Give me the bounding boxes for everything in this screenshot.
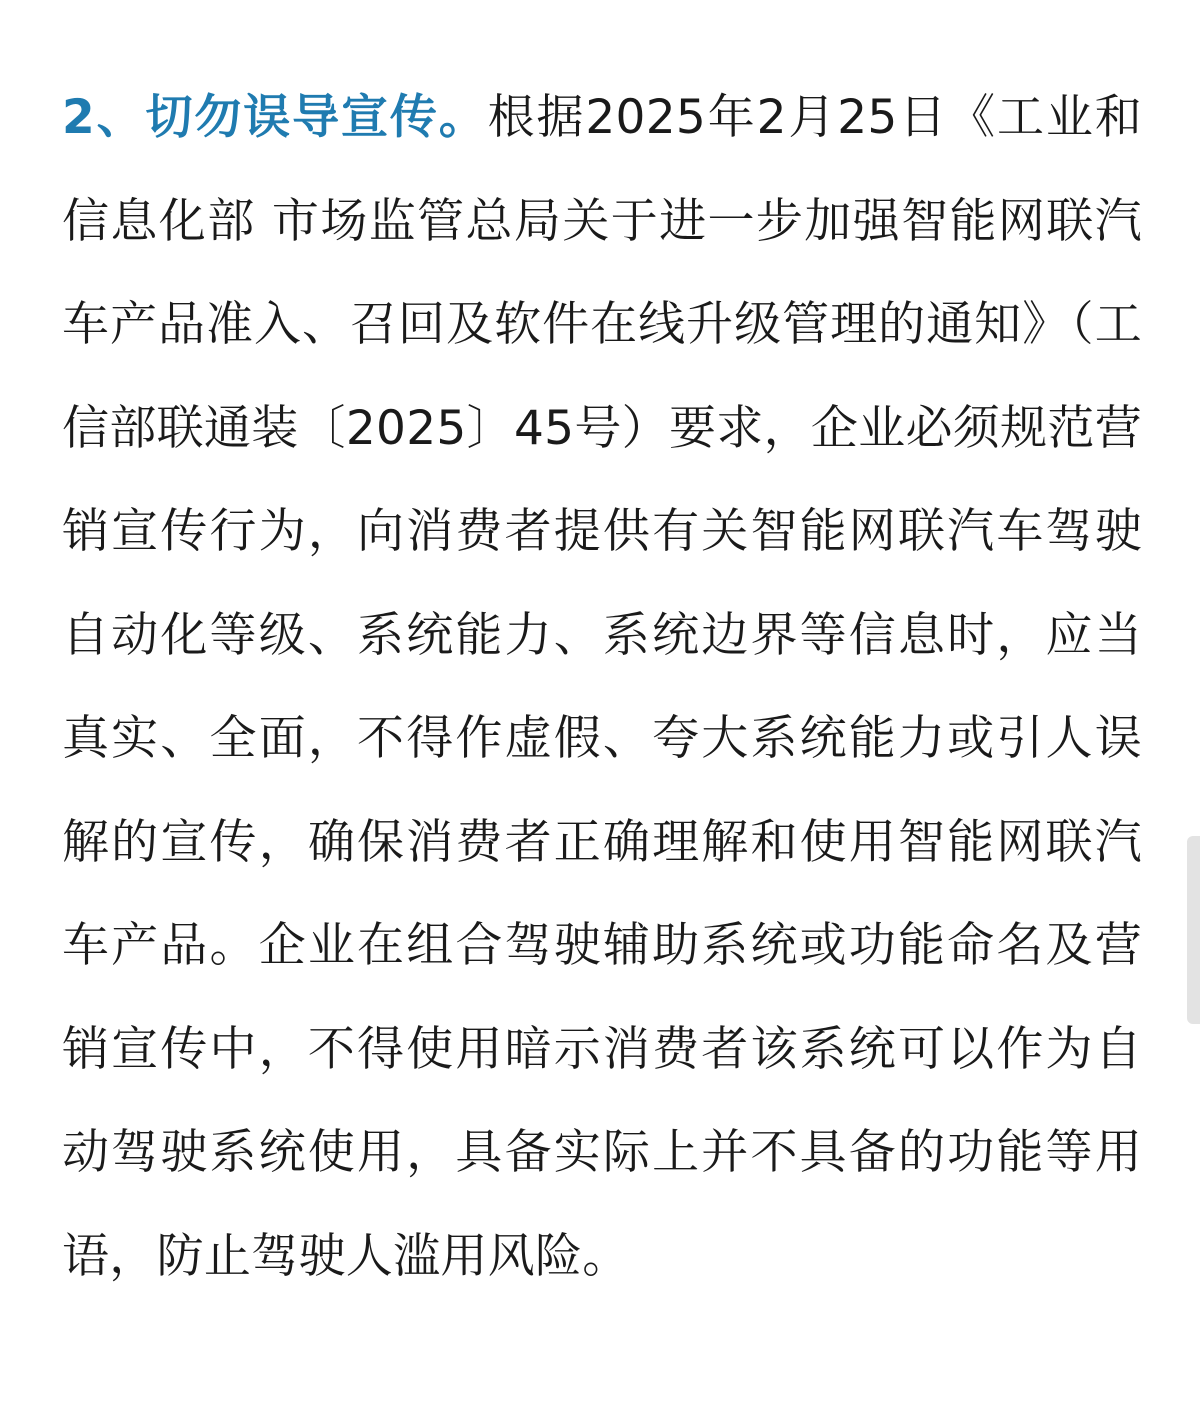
scrollbar-thumb[interactable]	[1187, 836, 1200, 1024]
article-body: 根据2025年2月25日《工业和信息化部 市场监管总局关于进一步加强智能网联汽车产品准入、召回及软件在线升级管理的通知》（工信部联通装〔2025〕45号）要求，企业必须规范营销宣传行为，向消费者提供有关智能网联汽车驾驶自动化等级、系统能力、系统边界等信息时，应当真实、全面，不得作虚假、夸大系统能力或引人误解的宣传，确保消费者正确理解和使用智能网联汽车产品。企业在组合驾驶辅助系统或功能命名及营销宣传中，不得使用暗示消费者该系统可以作为自动驾驶系统使用，具备实际上并不具备的功能等用语，防止驾驶人滥用风险。	[62, 90, 1143, 1284]
section-heading: 2、切勿误导宣传。	[62, 90, 488, 145]
article-paragraph	[62, 66, 1142, 1308]
